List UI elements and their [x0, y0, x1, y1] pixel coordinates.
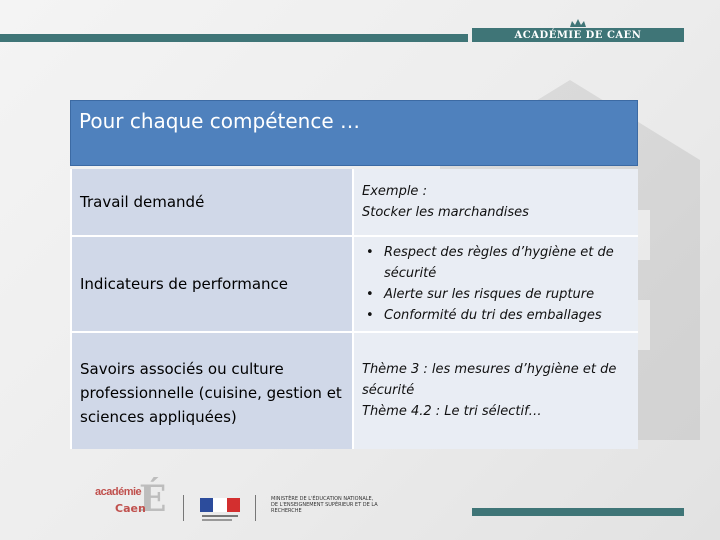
academie-caen-banner — [472, 28, 684, 42]
logo-line1: académie — [95, 486, 142, 498]
footer-divider — [183, 495, 184, 521]
bullet-item: • Conformité du tri des emballages — [362, 305, 630, 326]
footer-divider — [255, 495, 256, 521]
academie-caen-logo — [95, 478, 180, 523]
row-label: Indicateurs de performance — [72, 237, 354, 331]
table-header: Pour chaque compétence … — [70, 100, 638, 166]
logo-line2: Caen — [115, 502, 146, 515]
row-content — [354, 169, 638, 235]
table-row — [70, 235, 638, 331]
row-label — [72, 333, 354, 449]
content-line: Stocker les marchandises — [362, 205, 529, 220]
bullet-item: • Respect des règles d’hygiène et de sécurité — [362, 242, 630, 284]
table-row — [70, 169, 638, 235]
content-line: Exemple : — [362, 184, 427, 199]
content-line: Thème 4.2 : Le tri sélectif… — [362, 404, 542, 419]
logo-letter: É — [139, 478, 167, 520]
top-decorative-bar — [0, 34, 468, 42]
row-label: Travail demandé — [72, 169, 354, 235]
bullet-list — [362, 242, 630, 326]
row-label-detail: (cuisine, gestion et sciences appliquées) — [80, 384, 342, 426]
table-row — [70, 331, 638, 449]
marianne-flag-logo — [200, 498, 240, 524]
bottom-decorative-bar — [472, 508, 684, 516]
row-content — [354, 237, 638, 331]
crown-icon — [569, 18, 587, 28]
bullet-item: • Alerte sur les risques de rupture — [362, 284, 630, 305]
competence-table — [70, 100, 638, 449]
academie-caen-label: ACADÉMIE DE CAEN — [514, 30, 642, 41]
content-line: Thème 3 : les mesures d’hygiène et de sécurité — [362, 362, 617, 398]
row-label-main: Savoirs associés ou culture professionnelle — [80, 360, 284, 402]
ministry-label: MINISTÈRE DE L'ÉDUCATION NATIONALE, DE L'ENSEIGNEMENT SUPÉRIEUR ET DE LA RECHERCHE — [271, 496, 378, 514]
row-content — [354, 333, 638, 449]
